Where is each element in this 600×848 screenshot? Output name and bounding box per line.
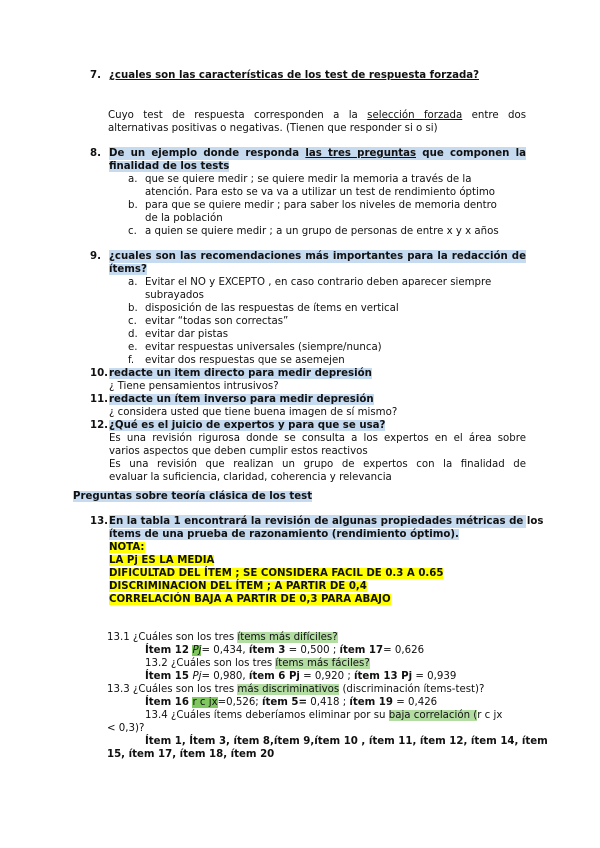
q9-question-line2: ítems?	[109, 264, 147, 275]
q9-item-b-line1: disposición de las respuestas de ítems en vertical	[145, 303, 399, 314]
q13-4-answer-line1: Ítem 1, Ítem 3, ítem 8,ítem 9,ítem 10 , ítem 11, ítem 12, ítem 14, ítem	[145, 736, 548, 747]
q9-item-f-letter: f.	[128, 355, 135, 366]
q9-item-b-letter: b.	[128, 303, 138, 314]
q13-note-line2: DIFICULTAD DEL ÍTEM ; SE CONSIDERA FACIL DE 0.3 A 0.65	[109, 568, 444, 579]
q12-answer-line4: evaluar la suficiencia, claridad, coherencia y relevancia	[109, 472, 392, 483]
q13-note-line4: CORRELACIÓN BAJA A PARTIR DE 0,3 PARA ABAJO	[109, 594, 391, 605]
q12-answer-line2: varios aspectos que deben cumplir estos reactivos	[109, 446, 368, 457]
q11-question: 11.redacte un ítem inverso para medir depresión	[90, 394, 374, 405]
q7-question: 7. ¿cuales son las características de los test de respuesta forzada?	[90, 70, 480, 81]
q8-item-a-letter: a.	[128, 174, 138, 185]
q9-question: 9. ¿cuales son las recomendaciones más importantes para la redacción de	[90, 251, 526, 262]
q8-question: 8. De un ejemplo donde responda las tres preguntas que componen la	[90, 148, 526, 159]
q9-item-a-letter: a.	[128, 277, 138, 288]
q11-answer: ¿ considera usted que tiene buena imagen de sí mismo?	[109, 407, 398, 418]
q9-item-c-letter: c.	[128, 316, 137, 327]
q10-answer: ¿ Tiene pensamientos intrusivos?	[109, 381, 279, 392]
q13-note-line1: LA Pj ES LA MEDIA	[109, 555, 215, 566]
q8-item-c-letter: c.	[128, 226, 137, 237]
q13-2-answer: Ítem 15 Pj= 0,980, ítem 6 Pj = 0,920 ; ítem 13 Pj = 0,939	[145, 671, 457, 682]
q9-item-f-line1: evitar dos respuestas que se asemejen	[145, 355, 345, 366]
q13-4-question: 13.4 ¿Cuáles ítems deberíamos eliminar por su baja correlación (r c jx	[145, 710, 503, 721]
section-title: Preguntas sobre teoría clásica de los test	[73, 491, 313, 502]
q8-item-b-line1: para que se quiere medir ; para saber los niveles de memoria dentro	[145, 200, 497, 211]
q12-question: 12.¿Qué es el juicio de expertos y para que se usa?	[90, 420, 386, 431]
q7-answer-line2: alternativas positivas o negativas. (Tienen que responder si o si)	[108, 123, 438, 134]
q9-item-e-line1: evitar respuestas universales (siempre/nunca)	[145, 342, 382, 353]
q13-1-answer: Ítem 12 Pj= 0,434, ítem 3 = 0,500 ; ítem 17= 0,626	[145, 645, 425, 656]
q13-note-line3: DISCRIMINACION DEL ÍTEM ; A PARTIR DE 0,4	[109, 581, 367, 592]
q8-item-c-line1: a quien se quiere medir ; a un grupo de personas de entre x y x años	[145, 226, 499, 237]
q13-3-answer: Ítem 16 r c jx=0,526; ítem 5= 0,418 ; ítem 19 = 0,426	[145, 697, 438, 708]
q13-2-question: 13.2 ¿Cuáles son los tres ítems más fáciles?	[145, 658, 370, 669]
q13-4-question-line2: < 0,3)?	[107, 723, 145, 734]
q8-item-a-line2: atención. Para esto se va va a utilizar un test de rendimiento óptimo	[145, 187, 496, 198]
q13-3-question: 13.3 ¿Cuáles son los tres más discriminativos (discriminación ítems-test)?	[107, 684, 485, 695]
q9-item-d-letter: d.	[128, 329, 138, 340]
q13-question-line2: ítems de una prueba de razonamiento (rendimiento óptimo).	[109, 529, 459, 540]
q13-question: 13.En la tabla 1 encontrará la revisión de algunas propiedades métricas de los	[90, 516, 544, 527]
q8-item-b-letter: b.	[128, 200, 138, 211]
q13-note-title: NOTA:	[109, 542, 145, 553]
q9-item-a-line1: Evitar el NO y EXCEPTO , en caso contrario deben aparecer siempre	[145, 277, 492, 288]
q8-question-line2: finalidad de los tests	[109, 161, 230, 172]
q7-answer-line1: Cuyo test de respuesta corresponden a la selección forzada entre dos	[108, 110, 526, 121]
q9-item-a-line2: subrayados	[145, 290, 204, 301]
q8-item-b-line2: de la población	[145, 213, 223, 224]
q12-answer-line3: Es una revisión que realizan un grupo de expertos con la finalidad de	[109, 459, 526, 470]
q8-item-a-line1: que se quiere medir ; se quiere medir la memoria a través de la	[145, 174, 472, 185]
q9-item-e-letter: e.	[128, 342, 138, 353]
q10-question: 10.redacte un item directo para medir depresión	[90, 368, 372, 379]
q12-answer-line1: Es una revisión rigurosa donde se consulta a los expertos en el área sobre	[109, 433, 526, 444]
q13-4-answer-line2: 15, ítem 17, ítem 18, ítem 20	[107, 749, 275, 760]
q9-item-d-line1: evitar dar pistas	[145, 329, 229, 340]
q9-item-c-line1: evitar “todas son correctas”	[145, 316, 289, 327]
q13-1-question: 13.1 ¿Cuáles son los tres ítems más difíciles?	[107, 632, 338, 643]
